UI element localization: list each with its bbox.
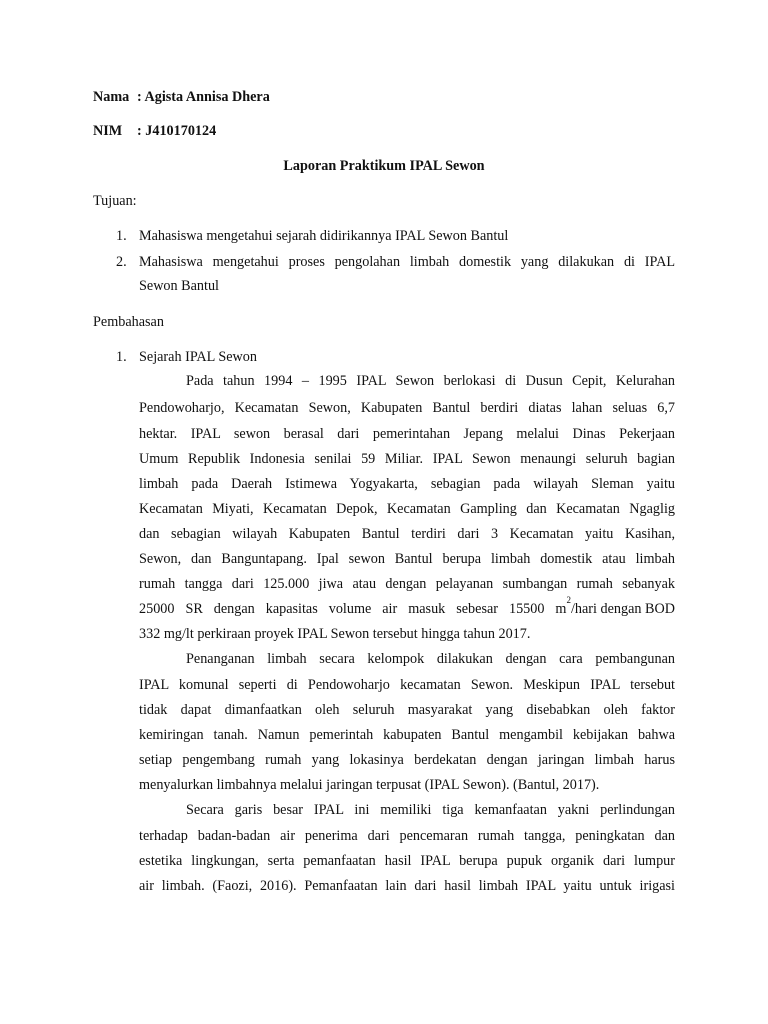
paragraph-1-line: Umum Republik Indonesia senilai 59 Miliar. IPAL Sewon menaungi seluruh bagian [139,451,675,467]
paragraph-3-line: terhadap badan-badan air penerima dari pencemaran rumah tangga, peningkatan dan [139,828,675,844]
paragraph-1-last-line: 332 mg/lt perkiraan proyek IPAL Sewon tersebut hingga tahun 2017. [139,626,531,642]
paragraph-2-line: setiap pengembang rumah yang lokasinya berdekatan dengan jaringan limbah harus [139,752,675,768]
paragraph-1-line: Pendowoharjo, Kecamatan Sewon, Kabupaten Bantul berdiri diatas lahan seluas 6,7 [139,400,675,416]
paragraph-1-line: Pada tahun 1994 – 1995 IPAL Sewon berlokasi di Dusun Cepit, Kelurahan [186,373,675,389]
tujuan-item-1-text: Mahasiswa mengetahui sejarah didirikannya IPAL Sewon Bantul [139,228,509,244]
paragraph-2-last-line: menyalurkan limbahnya melalui jaringan terpusat (IPAL Sewon). (Bantul, 2017). [139,777,600,793]
section-1-title: Sejarah IPAL Sewon [139,349,257,365]
paragraph-1-line-10-post: /hari dengan BOD [570,601,675,617]
paragraph-2-line: tidak dapat dimanfaatkan oleh seluruh masyarakat yang disebabkan oleh faktor [139,702,675,718]
paragraph-3-line: Secara garis besar IPAL ini memiliki tiga kemanfaatan yakni perlindungan [186,802,675,818]
paragraph-1-line: hektar. IPAL sewon berasal dari pemerintahan Jepang melalui Dinas Pekerjaan [139,426,675,442]
paragraph-1-line: dan sebagian wilayah Kabupaten Bantul terdiri dari 3 Kecamatan yaitu Kasihan, [139,526,675,542]
pembahasan-heading: Pembahasan [93,314,164,330]
paragraph-2-line: IPAL komunal seperti di Pendowoharjo kecamatan Sewon. Meskipun IPAL tersebut [139,677,675,693]
document-title: Laporan Praktikum IPAL Sewon [283,158,485,174]
tujuan-item-2-line-2: Sewon Bantul [139,278,219,294]
paragraph-1-line: rumah tangga dari 125.000 jiwa atau dengan pelayanan sumbangan rumah sebanyak [139,576,675,592]
nama-label: Nama [93,89,130,105]
nim-label: NIM [93,123,123,139]
tujuan-item-2-line-1: Mahasiswa mengetahui proses pengolahan limbah domestik yang dilakukan di IPAL [139,254,675,270]
nim-value: : J410170124 [137,123,217,139]
paragraph-1-line: Kecamatan Miyati, Kecamatan Depok, Kecamatan Gampling dan Kecamatan Ngaglig [139,501,675,517]
superscript-two: 2 [566,595,571,605]
tujuan-item-1-number: 1. [116,228,127,244]
section-1-number: 1. [116,349,127,365]
paragraph-2-line: Penanganan limbah secara kelompok dilakukan dengan cara pembangunan [186,651,675,667]
paragraph-3-line: air limbah. (Faozi, 2016). Pemanfaatan lain dari hasil limbah IPAL yaitu untuk irigasi [139,878,675,894]
paragraph-1-line: limbah pada Daerah Istimewa Yogyakarta, sebagian pada wilayah Sleman yaitu [139,476,675,492]
nama-value: : Agista Annisa Dhera [137,89,270,105]
paragraph-1-line: Sewon, dan Banguntapang. Ipal sewon Bantul berupa limbah domestik atau limbah [139,551,675,567]
paragraph-1-line-with-superscript [139,595,675,618]
tujuan-item-2-number: 2. [116,254,127,270]
paragraph-1-line-10-pre: 25000 SR dengan kapasitas volume air masuk sebesar 15500 m [139,601,567,617]
tujuan-heading: Tujuan: [93,193,137,209]
paragraph-3-line: estetika lingkungan, serta pemanfaatan hasil IPAL berupa pupuk organik dari lumpur [139,853,675,869]
paragraph-2-line: kemiringan tanah. Namun pemerintah kabupaten Bantul mengambil kebijakan bahwa [139,727,675,743]
